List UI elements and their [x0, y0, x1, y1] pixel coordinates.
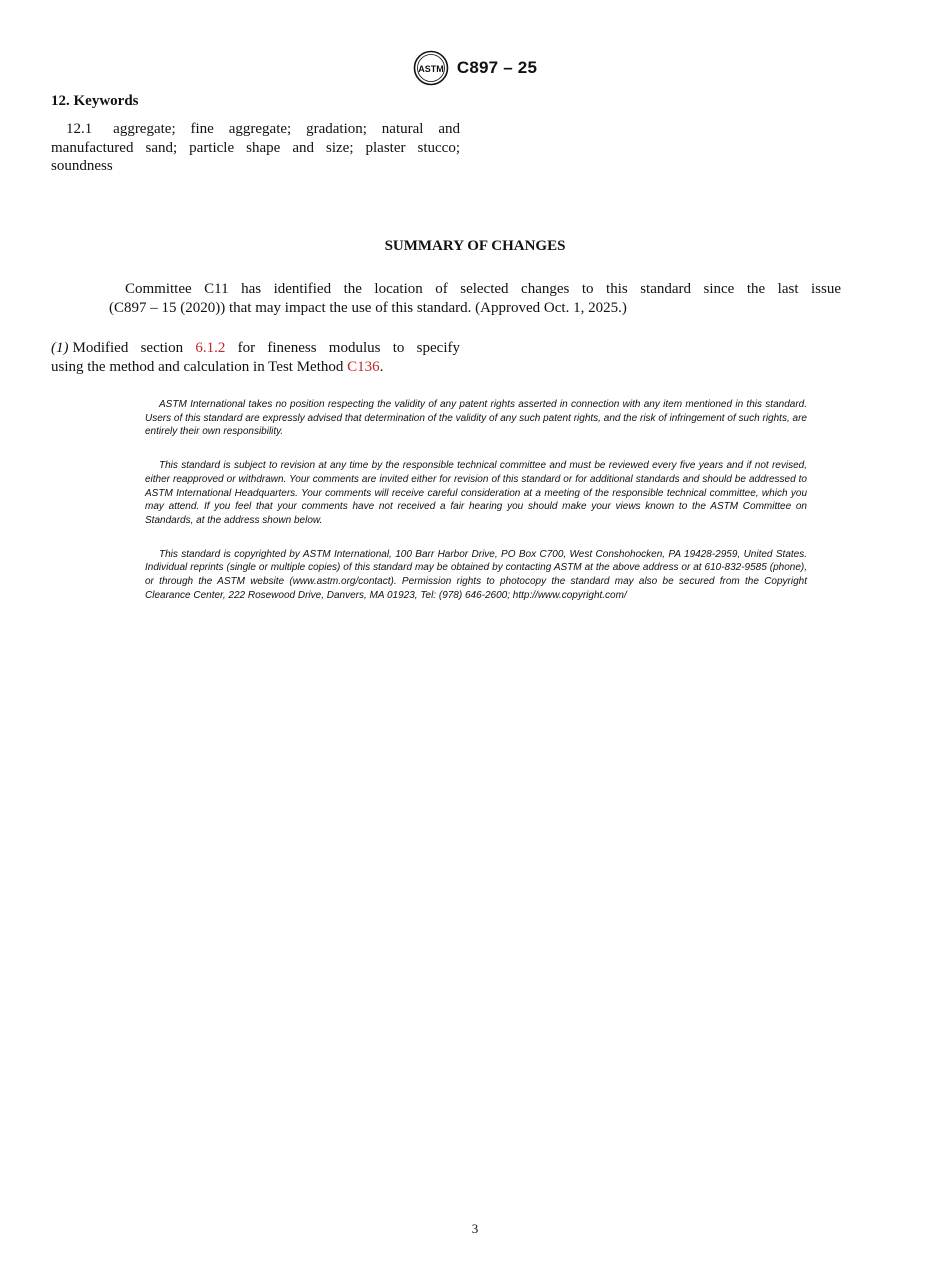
astm-logo-icon: [413, 50, 449, 86]
change-text: for fineness modulus to specify: [237, 340, 460, 356]
section-heading-keywords: 12. Keywords: [51, 93, 139, 109]
svg-text:ASTM: ASTM: [418, 64, 444, 74]
change-text: using the method and calculation in Test Method: [51, 358, 344, 375]
section-link-6-1-2[interactable]: 6.1.2: [195, 340, 226, 356]
summary-of-changes-heading: SUMMARY OF CHANGES: [384, 238, 566, 254]
standard-designation: C897 – 25: [456, 58, 538, 77]
page-header: [0, 50, 950, 86]
change-text: Modified section: [72, 340, 184, 356]
keywords-text: aggregate; fine aggregate; gradation; natural and manufactured sand; particle shape and size; plaster stucco; soundness: [51, 121, 461, 174]
change-marker: (1): [51, 340, 69, 356]
page-number: 3: [471, 1221, 479, 1236]
revision-notice: This standard is subject to revision at any time by the responsible technical committee and must be reviewed every five years and if not revised, either reapproved or withdrawn. Your comments are invited either for revision of this standard or for additional standards and should be addressed to ASTM International Headquarters. Your comments will receive careful consideration at a meeting of the responsible technical committee, which you may attend. If you feel that your comments have not received a fair hearing you should make your views known to the ASTM Committee on Standards, at the address shown below.: [145, 460, 807, 526]
change-item: [51, 339, 460, 376]
patent-notice: ASTM International takes no position respecting the validity of any patent rights asserted in connection with any item mentioned in this standard. Users of this standard are expressly advised that determination of the validity of any such patent rights, and the risk of infringement of such rights, are entirely their own responsibility.: [145, 399, 807, 438]
summary-paragraph: [109, 280, 841, 318]
change-text: .: [379, 358, 384, 375]
summary-line: Committee C11 has identified the location of selected changes to this standard since the last issue: [125, 281, 841, 297]
summary-line: (C897 – 15 (2020)) that may impact the use of this standard. (Approved Oct. 1, 2025.): [109, 300, 627, 316]
test-method-link-c136[interactable]: C136: [347, 358, 380, 375]
paragraph-number: 12.1: [66, 121, 93, 137]
legal-notices: [145, 398, 807, 622]
keywords-paragraph: [51, 120, 460, 176]
copyright-notice: This standard is copyrighted by ASTM International, 100 Barr Harbor Drive, PO Box C700, West Conshohocken, PA 19428-2959, United States. Individual reprints (single or multiple copies) of this standard may be obtained by contacting ASTM at the above address or at 610-832-9585 (phone), or through the ASTM website (www.astm.org/contact). Permission rights to photocopy the standard may also be secured from the Copyright Clearance Center, 222 Rosewood Drive, Danvers, MA 01923, Tel: (978) 646-2600; http://www.copyright.com/: [145, 548, 807, 601]
